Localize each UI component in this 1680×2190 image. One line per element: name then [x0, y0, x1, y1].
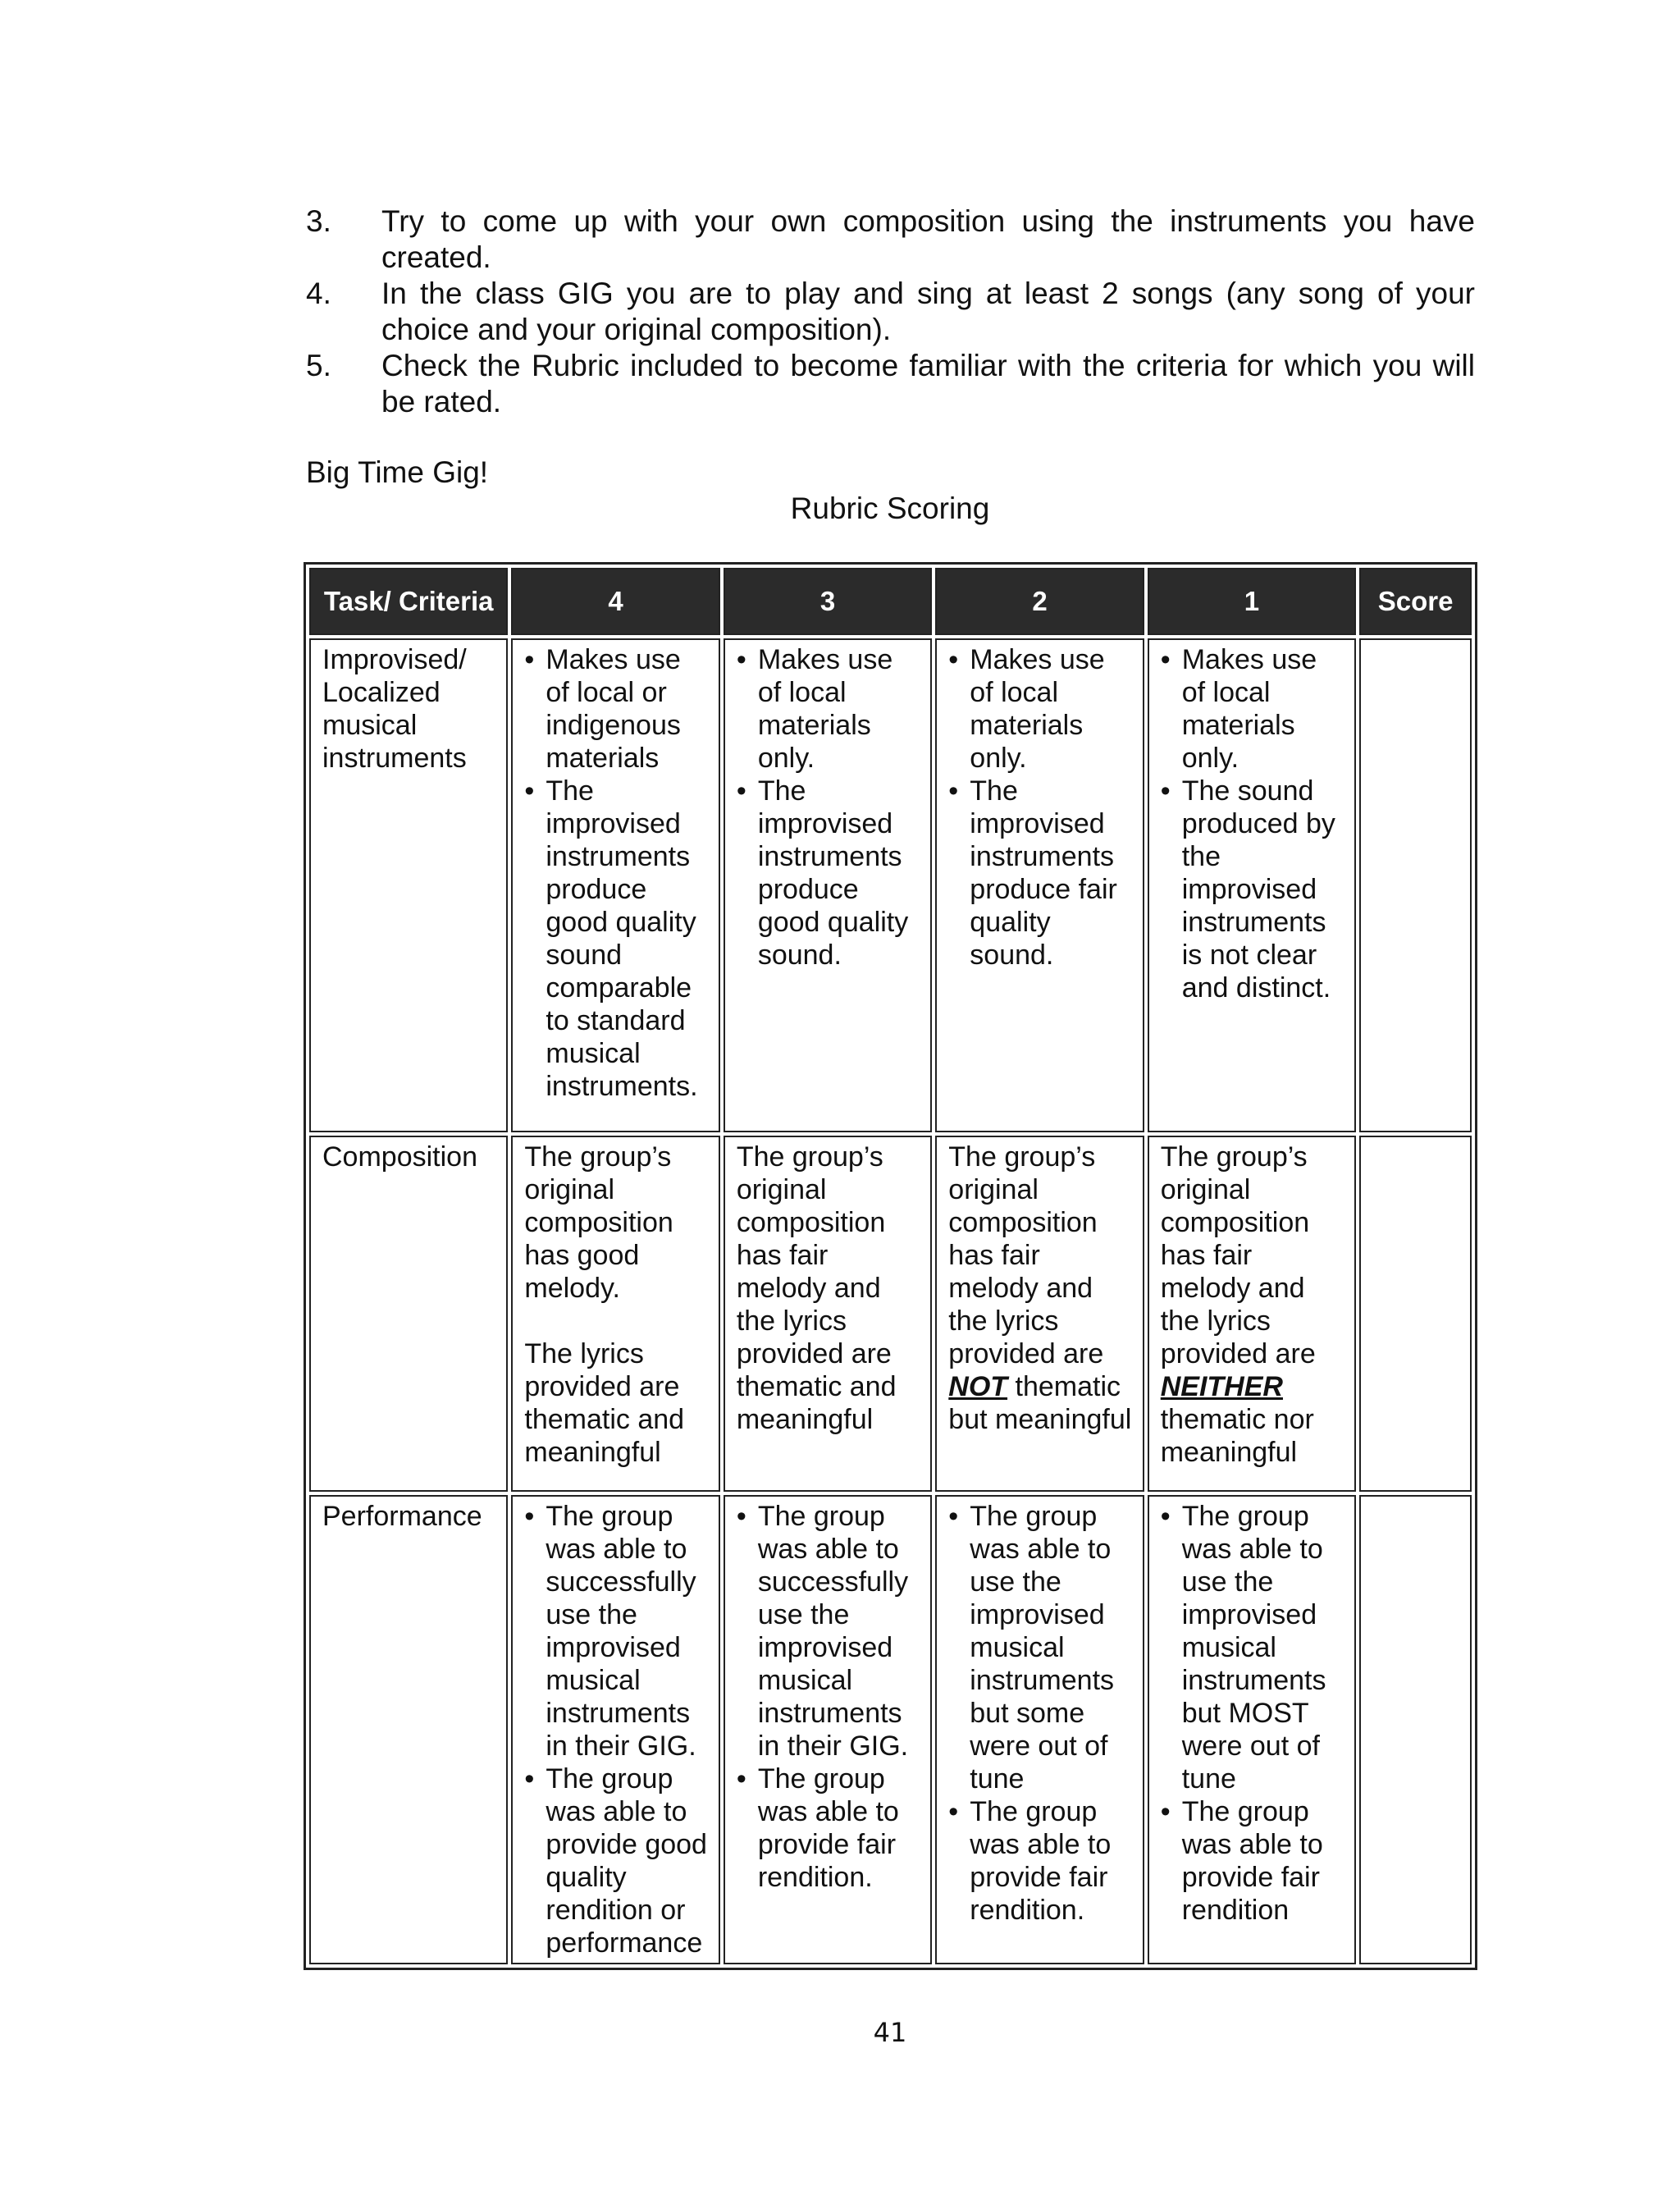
list-item: • The improvised instruments produce good quality sound. — [737, 775, 920, 972]
instruction-text: Try to come up with your own composition using the instruments you have created. — [381, 204, 1475, 274]
instruction-text: Check the Rubric included to become familiar with the criteria for which you will be rated. — [381, 349, 1475, 418]
rubric-cell — [511, 1495, 719, 1964]
instruction-item — [306, 348, 1475, 420]
list-item: • Makes use of local materials only. — [737, 643, 920, 775]
header-criteria: Task/ Criteria — [309, 568, 508, 635]
rubric-cell — [1148, 638, 1356, 1132]
cell-paragraph: The lyrics provided are thematic and meaningful — [524, 1338, 685, 1468]
list-item: • Makes use of local materials only. — [1161, 643, 1344, 775]
score-cell[interactable] — [1359, 1136, 1472, 1492]
emphasis-text: NOT — [948, 1371, 1008, 1402]
list-item: • The group was able to successfully use the improvised musical instruments in their GIG. — [737, 1500, 920, 1763]
score-cell[interactable] — [1359, 1495, 1472, 1964]
instruction-number: 5. — [306, 349, 331, 382]
rubric-cell — [724, 1495, 932, 1964]
header-score: Score — [1359, 568, 1472, 635]
instruction-item — [306, 276, 1475, 348]
header-score-4: 4 — [511, 568, 719, 635]
cell-text: The group’s original composition has fair melody and the lyrics provided are — [1160, 1141, 1316, 1369]
instruction-number: 4. — [306, 277, 331, 310]
list-item: • The group was able to provide fair rendition. — [737, 1763, 920, 1894]
list-item: • The group was able to provide good quality rendition or performance — [524, 1763, 708, 1959]
header-score-2: 2 — [935, 568, 1144, 635]
criteria-cell: Performance — [309, 1495, 508, 1964]
list-item: • The group was able to provide fair rendition — [1161, 1795, 1344, 1927]
rubric-title: Rubric Scoring — [790, 491, 990, 525]
cell-text: thematic but meaningful — [948, 1371, 1132, 1435]
rubric-cell — [724, 638, 932, 1132]
emphasis-text: NEITHER — [1160, 1371, 1283, 1402]
list-item: • The group was able to use the improvised musical instruments but some were out of tune — [948, 1500, 1132, 1795]
list-item: • The group was able to provide fair rendition. — [948, 1795, 1132, 1927]
list-item: • Makes use of local materials only. — [948, 643, 1132, 775]
cell-text: thematic nor meaningful — [1160, 1404, 1314, 1468]
rubric-cell — [935, 1495, 1144, 1964]
instruction-list — [306, 203, 1475, 420]
list-item: • Makes use of local or indigenous materials — [524, 643, 708, 775]
list-item: • The group was able to use the improvised musical instruments but MOST were out of tune — [1161, 1500, 1344, 1795]
score-cell[interactable] — [1359, 638, 1472, 1132]
criteria-cell: Composition — [309, 1136, 508, 1492]
rubric-cell — [1148, 1136, 1356, 1492]
instruction-text: In the class GIG you are to play and sing at least 2 songs (any song of your choice and your original composition). — [381, 277, 1475, 346]
cell-text: The group’s original composition has fair melody and the lyrics provided are — [948, 1141, 1104, 1369]
section-heading: Big Time Gig! — [306, 455, 489, 489]
list-item: • The group was able to successfully use the improvised musical instruments in their GIG. — [524, 1500, 708, 1763]
rubric-cell — [1148, 1495, 1356, 1964]
rubric-cell — [511, 1136, 719, 1492]
instruction-item — [306, 203, 1475, 276]
rubric-cell — [935, 1136, 1144, 1492]
rubric-cell — [935, 638, 1144, 1132]
list-item: • The improvised instruments produce good quality sound comparable to standard musical instruments. — [524, 775, 708, 1103]
list-item: • The improvised instruments produce fair quality sound. — [948, 775, 1132, 972]
table-row — [309, 638, 1472, 1132]
rubric-table — [304, 562, 1477, 1970]
page-number: 41 — [873, 2017, 907, 2048]
criteria-cell: Improvised/ Localized musical instruments — [309, 638, 508, 1132]
header-score-1: 1 — [1148, 568, 1356, 635]
rubric-cell: The group’s original composition has fair melody and the lyrics provided are thematic and meaningful — [724, 1136, 932, 1492]
table-row — [309, 1495, 1472, 1964]
table-header-row — [309, 568, 1472, 635]
list-item: • The sound produced by the improvised instruments is not clear and distinct. — [1161, 775, 1344, 1004]
rubric-cell — [511, 638, 719, 1132]
instruction-number: 3. — [306, 204, 331, 238]
cell-paragraph: The group’s original composition has good melody. — [524, 1141, 673, 1304]
header-score-3: 3 — [724, 568, 932, 635]
table-row — [309, 1136, 1472, 1492]
